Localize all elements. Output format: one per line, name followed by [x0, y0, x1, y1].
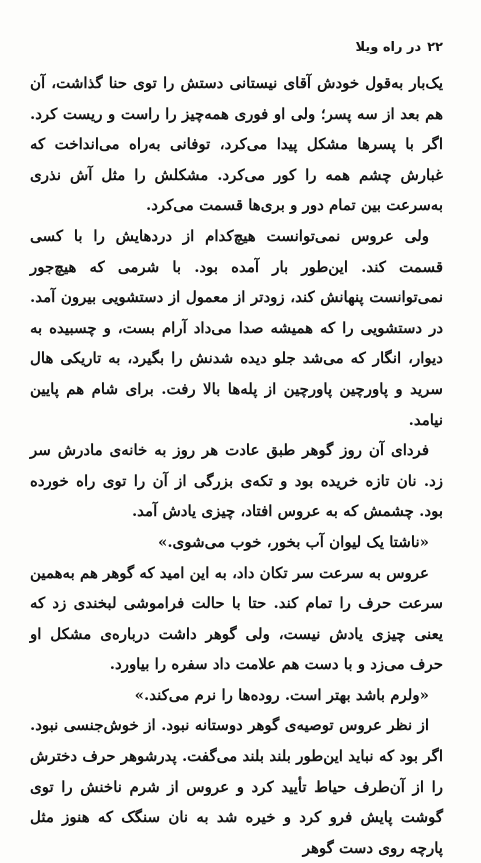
paragraph: یک‌بار به‌قول خودش آقای نیستانی دستش را توی حنا گذاشت، آن هم بعد از سه پسر؛ ولی او فوری همه‌چیز را راست و ریست کرد. اگر با پسرها مشکل پیدا می‌کرد، توفانی به‌راه می‌انداخت که غبارش چشم همه را کور می‌کرد. مشکلش را مثل آش نذری به‌سرعت بین تمام دور و بری‌ها قسمت می‌کرد. [30, 74, 443, 215]
running-header [30, 40, 443, 56]
dialogue-line: «ناشتا یک لیوان آب بخور، خوب می‌شوی.» [157, 532, 429, 551]
body-text [30, 68, 443, 863]
page-number: ۲۲ [427, 40, 443, 55]
paragraph: از نظر عروس توصیه‌ی گوهر دوستانه نبود. از خوش‌جنسی نبود. اگر بود که نباید این‌طور بلند بلند می‌گفت. پدرشوهر حرف دخترش را از آن‌طرف حیاط تأیید کرد و عروس از شرم ناخنش را توی گوشت پایش فرو کرد و خیره شد به نان سنگک که هنوز مثل پارچه روی دست گوهر [30, 716, 443, 857]
dialogue-line: «ولرم باشد بهتر است. روده‌ها را نرم می‌کند.» [134, 685, 429, 704]
paragraph: فردای آن روز گوهر طبق عادت هر روز به خانه‌ی مادرش سر زد. نان تازه خریده بود و تکه‌ی بزرگی از آن را توی راه خورده بود. چشمش که به عروس افتاد، چیزی یادش آمد. [30, 441, 443, 521]
paragraph: ولی عروس نمی‌توانست هیچ‌کدام از دردهایش را با کسی قسمت کند. این‌طور بار آمده بود. با شرمی که هیچ‌جور نمی‌توانست پنهانش کند، زودتر از معمول از دستشویی بیرون آمد. در دستشویی را که همیشه صدا می‌داد آرام بست، و چسبیده به دیوار، انگار که می‌شد جلو دیده شدنش را بگیرد، به تاریکی هال سرید و پاورچین پاورچین از پله‌ها بالا رفت. برای شام هم پایین نیامد. [30, 226, 443, 429]
book-title: در راه ویلا [355, 40, 422, 55]
paragraph: عروس به سرعت سر تکان داد، به این امید که گوهر هم به‌همین سرعت حرف را تمام کند. حتا با حالت فراموشی لبخندی زد که یعنی چیزی یادش نیست، ولی گوهر داشت درباره‌ی مشکل او حرف می‌زد و با دست هم علامت داد سفره را بیاورد. [30, 563, 443, 674]
